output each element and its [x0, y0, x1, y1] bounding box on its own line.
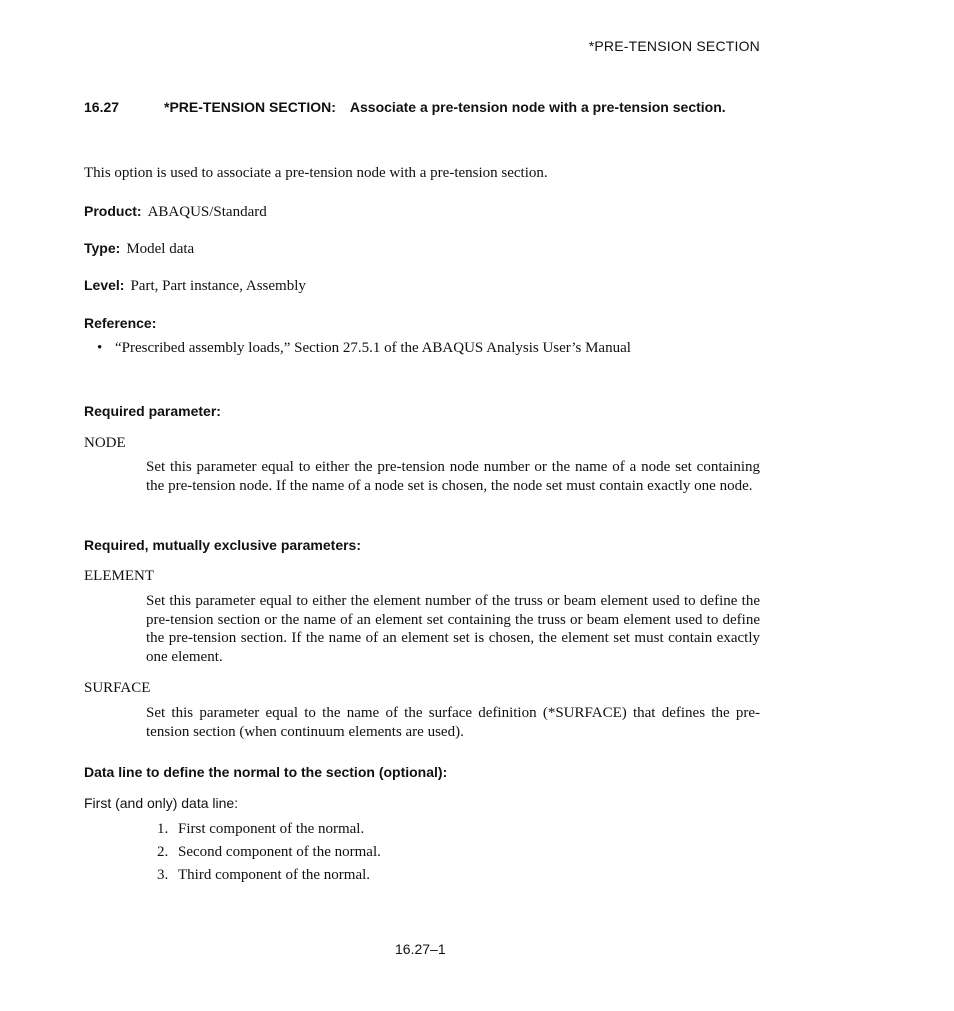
param-name-surface: SURFACE	[84, 680, 151, 696]
reference-heading: Reference:	[84, 315, 157, 331]
param-desc-surface: Set this parameter equal to the name of the surface definition (*SURFACE) that defines the pre-tension section (when continuum elements are used).	[146, 705, 760, 740]
section-title	[84, 99, 764, 115]
level-label: Level:	[84, 277, 125, 293]
param-desc-element: Set this parameter equal to either the element number of the truss or beam element used to define the pre-tension section or the name of an element set containing the truss or beam element used to define the pre-tension section. If the name of an element set is chosen, the element set must contain exactly one element.	[146, 593, 760, 665]
section-keyword: *PRE-TENSION SECTION:	[164, 99, 336, 115]
param-name-element: ELEMENT	[84, 568, 154, 584]
intro-paragraph: This option is used to associate a pre-tension node with a pre-tension section.	[84, 165, 548, 181]
type-label: Type:	[84, 240, 121, 256]
product-value: ABAQUS/Standard	[147, 204, 267, 220]
level-line	[84, 276, 306, 296]
list-item-number: 3.	[157, 867, 169, 883]
list-item-text: Third component of the normal.	[178, 867, 371, 883]
param-desc-node: Set this parameter equal to either the pre-tension node number or the name of a node set containing the pre-tension node. If the name of a node set is chosen, the node set must contain exactly one node.	[146, 459, 760, 494]
level-value: Part, Part instance, Assembly	[130, 278, 306, 294]
section-number: 16.27	[84, 99, 120, 115]
section-description: Associate a pre-tension node with a pre-tension section.	[349, 99, 726, 115]
bullet-icon: •	[97, 340, 103, 356]
product-label: Product:	[84, 203, 142, 219]
type-value: Model data	[126, 241, 195, 257]
product-line	[84, 202, 267, 222]
list-item	[157, 867, 370, 884]
param-name-node: NODE	[84, 435, 126, 451]
list-item-text: First component of the normal.	[178, 821, 365, 837]
required-parameter-heading: Required parameter:	[84, 403, 221, 419]
data-line-heading: Data line to define the normal to the section (optional):	[84, 764, 448, 780]
running-head: *PRE-TENSION SECTION	[588, 38, 760, 54]
reference-link[interactable]: “Prescribed assembly loads,” Section 27.5.1 of the ABAQUS Analysis User’s Manual	[115, 340, 631, 356]
type-line	[84, 239, 194, 259]
reference-list-item	[97, 340, 631, 357]
data-line-subheading: First (and only) data line:	[84, 795, 239, 811]
list-item-number: 1.	[157, 821, 169, 837]
page-number: 16.27–1	[395, 941, 446, 957]
list-item	[157, 821, 364, 838]
list-item-number: 2.	[157, 844, 169, 860]
list-item-text: Second component of the normal.	[178, 844, 381, 860]
list-item	[157, 844, 381, 861]
mutually-exclusive-heading: Required, mutually exclusive parameters:	[84, 537, 361, 553]
